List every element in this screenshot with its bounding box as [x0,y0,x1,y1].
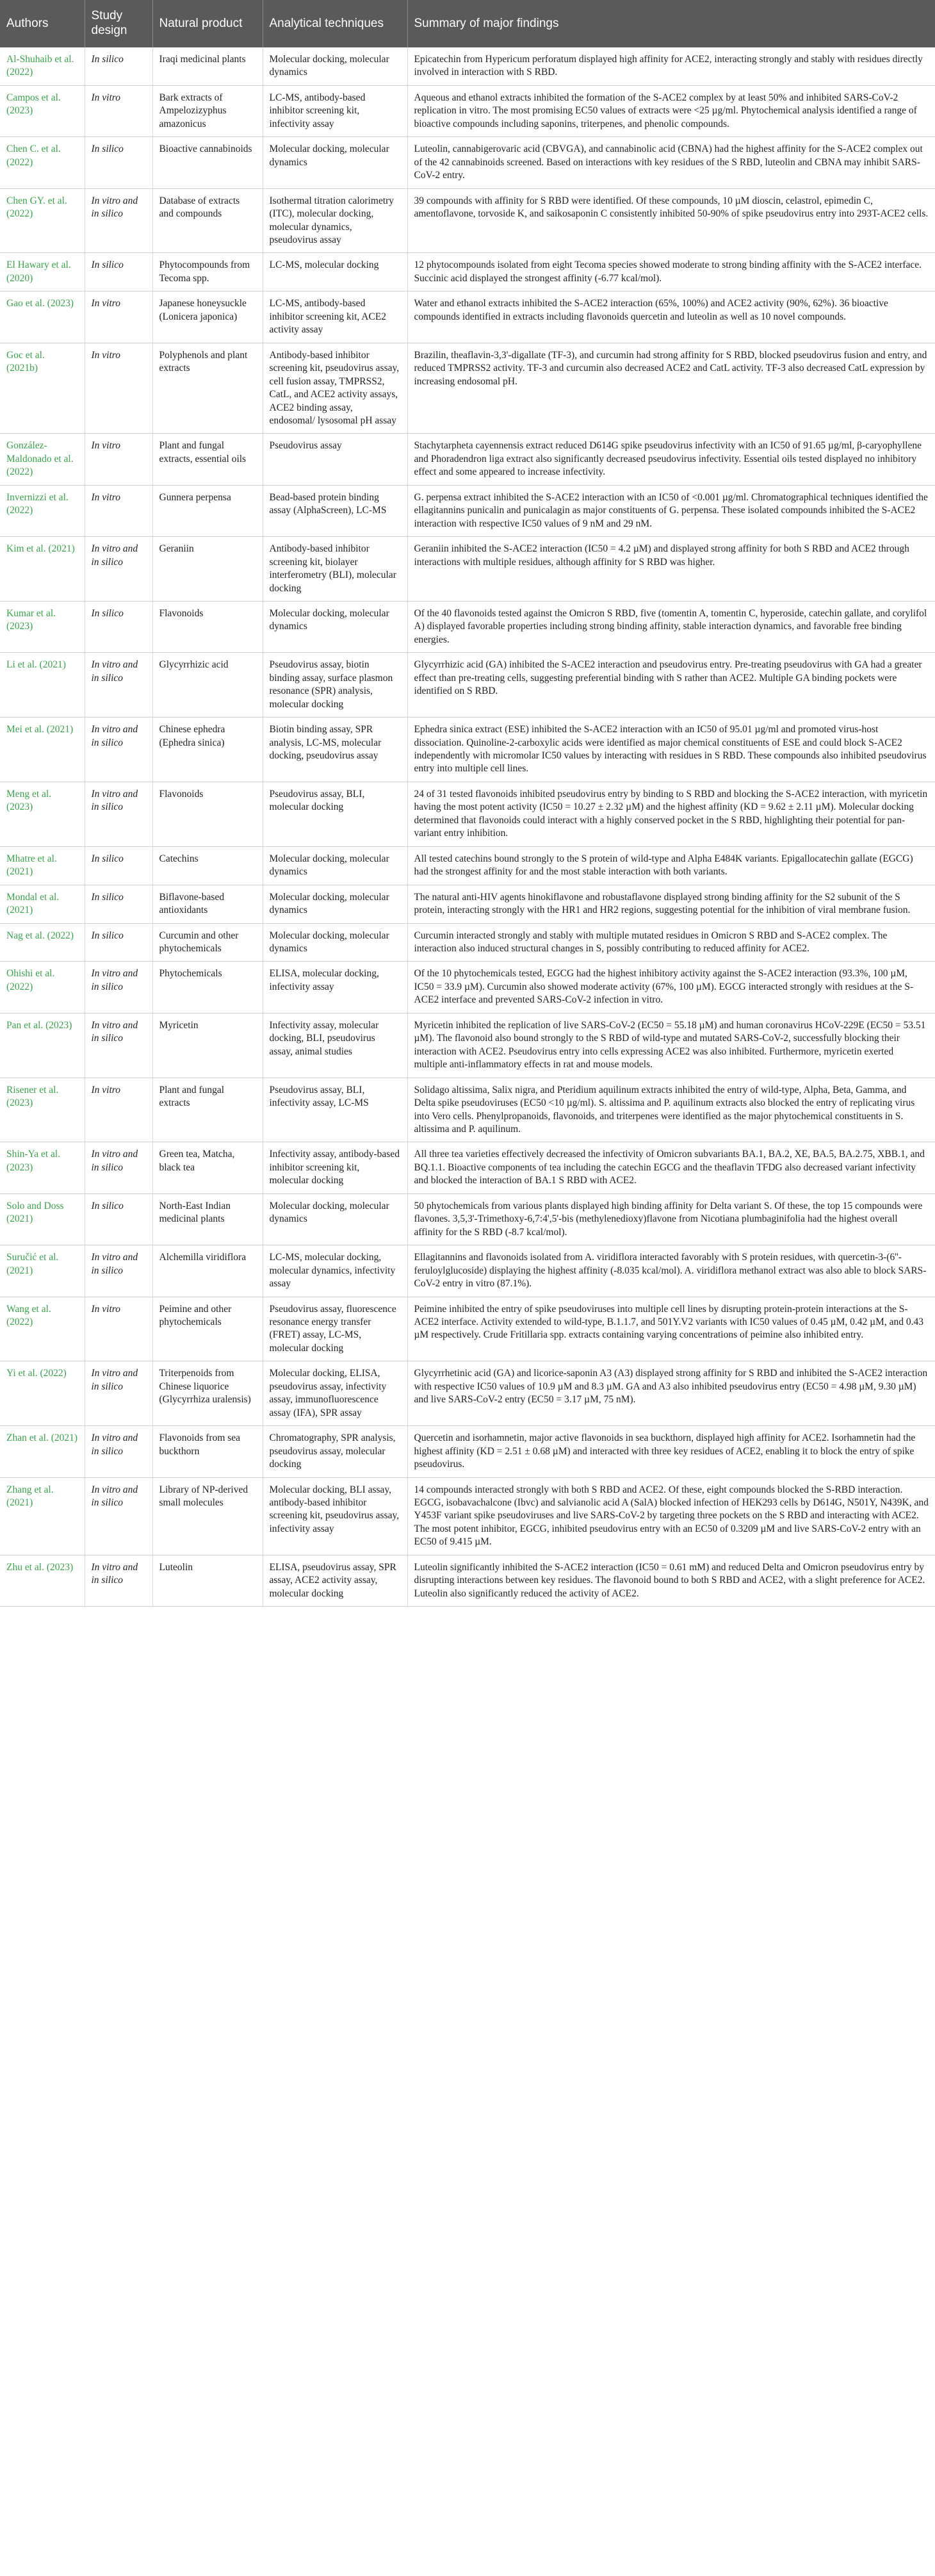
table-row [0,962,935,1013]
study-design-cell: In vitro and in silico [85,188,152,253]
summary-cell: Brazilin, theaflavin-3,3'-digallate (TF-3), and curcumin had strong affinity for S RBD, blocked pseudovirus fusion and entry, and reduced TMPRSS2 activity. TF-3 and curcumin also decreased ACE2 and CatL activity. TF-3 also decreased CatL expression by increasing endosomal pH. [407,343,935,434]
natural-product-cell: Bioactive cannabinoids [152,137,263,188]
summary-cell: Of the 40 flavonoids tested against the Omicron S RBD, five (tomentin A, tomentin C, hyperoside, catechin gallate, and corylifol A) displayed favorable properties including strong binding affinity, stable interaction dynamics, and favorable free binding energies. [407,601,935,652]
summary-cell: Stachytarpheta cayennensis extract reduced D614G spike pseudovirus infectivity with an IC50 of 91.65 µg/ml, β-caryophyllene and Phoradendron liga extract also significantly decreased pseudovirus infectivity. Essential oils tested displayed no inhibitory effect and some appeared to increase infectivity. [407,434,935,485]
author-cell[interactable]: Shin-Ya et al. (2023) [0,1142,85,1194]
study-design-cell: In vitro and in silico [85,1245,152,1297]
author-cell[interactable]: Zhang et al. (2021) [0,1477,85,1555]
table-row [0,601,935,652]
summary-cell: Peimine inhibited the entry of spike pseudoviruses into multiple cell lines by disrupting protein-protein interactions at the S-ACE2 interface. Activity extended to wild-type, B.1.1.7, and 501Y.V2 variants with IC50 values of 0.45 µM, 0.42 µM, and 0.43 µM respectively. Crude Fritillaria spp. extracts containing varying concentrations of peimine also inhibited entry. [407,1297,935,1361]
author-cell[interactable]: Mhatre et al. (2021) [0,846,85,885]
analytical-techniques-cell: Molecular docking, molecular dynamics [263,923,407,962]
table-row [0,537,935,602]
study-design-cell: In silico [85,601,152,652]
table-row [0,85,935,136]
study-design-cell: In vitro and in silico [85,1361,152,1426]
header-natural-product: Natural product [152,0,263,47]
analytical-techniques-cell: Molecular docking, molecular dynamics [263,137,407,188]
table-body [0,47,935,1607]
summary-cell: 12 phytocompounds isolated from eight Tecoma species showed moderate to strong binding affinity with the S-ACE2 interface. Succinic acid displayed the strongest affinity (-6.77 kcal/mol). [407,253,935,291]
analytical-techniques-cell: Biotin binding assay, SPR analysis, LC-MS, molecular docking, pseudovirus assay [263,718,407,782]
study-design-cell: In vitro and in silico [85,782,152,846]
study-design-cell: In vitro [85,291,152,343]
summary-cell: Water and ethanol extracts inhibited the S-ACE2 interaction (65%, 100%) and ACE2 activity (90%, 62%). 36 bioactive compounds identified in extracts including flavonoids quercetin and luteolin as well as 10 novel compounds. [407,291,935,343]
summary-cell: 50 phytochemicals from various plants displayed high binding affinity for Delta variant S. Of these, the top 15 compounds were flavones. 3,5,3'-Trimethoxy-6,7:4',5'-bis (methylenedioxy)flavone from Nicotiana plumbaginifolia had the highest overall affinity for the S RBD (-8.7 kcal/mol). [407,1194,935,1245]
study-design-cell: In vitro and in silico [85,537,152,602]
summary-cell: Myricetin inhibited the replication of live SARS-CoV-2 (EC50 = 55.18 µM) and human coronavirus HCoV-229E (EC50 = 53.51 µM). The flavonoid also bound strongly to the S RBD of wild-type and mutated SARS-CoV-2, successfully blocking their interaction with ACE2. Pseudovirus entry into cells expressing ACE2 was also inhibited. Furthermore, myricetin exerted multiple anti-inflammatory effects in rat and mouse models. [407,1013,935,1078]
table-row [0,1297,935,1361]
table-row [0,47,935,85]
natural-product-cell: Plant and fungal extracts, essential oils [152,434,263,485]
natural-product-cell: Chinese ephedra (Ephedra sinica) [152,718,263,782]
study-design-cell: In vitro [85,85,152,136]
summary-cell: Solidago altissima, Salix nigra, and Pteridium aquilinum extracts inhibited the entry of wild-type, Alpha, Beta, Gamma, and Delta spike pseudoviruses (EC50 <10 µg/ml). S. altissima and P. aquilinum extracts also blocked the entry of replicating virus into Vero cells. Phenylpropanoids, flavonoids, and triterpenes were identified as the major phytochemical constituents in S. altissima and P. aquilinum. [407,1078,935,1142]
natural-product-cell: Japanese honeysuckle (Lonicera japonica) [152,291,263,343]
author-cell[interactable]: Kim et al. (2021) [0,537,85,602]
natural-product-cell: Database of extracts and compounds [152,188,263,253]
natural-product-cell: Myricetin [152,1013,263,1078]
natural-product-cell: Flavonoids [152,601,263,652]
natural-product-cell: Gunnera perpensa [152,485,263,536]
natural-product-cell: Biflavone-based antioxidants [152,885,263,923]
natural-product-cell: Flavonoids [152,782,263,846]
header-row [0,0,935,47]
author-cell[interactable]: Solo and Doss (2021) [0,1194,85,1245]
study-design-cell: In vitro and in silico [85,1426,152,1477]
analytical-techniques-cell: Infectivity assay, molecular docking, BLI, pseudovirus assay, animal studies [263,1013,407,1078]
summary-cell: Ephedra sinica extract (ESE) inhibited the S-ACE2 interaction with an IC50 of 95.01 µg/ml and promoted virus-host dissociation. Quinoline-2-carboxylic acids were identified as major chemical constituents of ESE and could block S-ACE2 independently with micromolar IC50 values by interacting with residues in S RBD. These compounds also inhibited pseudovirus entry into multiple cell lines. [407,718,935,782]
table-row [0,1078,935,1142]
analytical-techniques-cell: Isothermal titration calorimetry (ITC), molecular docking, molecular dynamics, pseudovirus assay [263,188,407,253]
summary-cell: All three tea varieties effectively decreased the infectivity of Omicron subvariants BA.1, BA.2, XE, BA.5, BA.2.75, XBB.1, and BQ.1.1. Bioactive components of tea including the catechin EGCG and the theaflavin TFDG also decreased variant infectivity and blocked the interaction of BA.1 S RBD with ACE2. [407,1142,935,1194]
study-design-cell: In silico [85,1194,152,1245]
summary-cell: Luteolin significantly inhibited the S-ACE2 interaction (IC50 = 0.61 mM) and reduced Delta and Omicron pseudovirus entry by disrupting interactions between key residues. The flavonoid bound to both S RBD and ACE2, with a slight preference for ACE2. Luteolin also significantly reduced the activity of ACE2. [407,1555,935,1606]
analytical-techniques-cell: ELISA, pseudovirus assay, SPR assay, ACE2 activity assay, molecular docking [263,1555,407,1606]
table-row [0,434,935,485]
author-cell[interactable]: Zhan et al. (2021) [0,1426,85,1477]
author-cell[interactable]: Al-Shuhaib et al. (2022) [0,47,85,85]
study-design-cell: In vitro and in silico [85,1013,152,1078]
table-row [0,653,935,718]
summary-cell: G. perpensa extract inhibited the S-ACE2 interaction with an IC50 of <0.001 µg/ml. Chromatographical techniques identified the ellagitannins punicalin and punicalagin as major constituents of G. perpensa. These isolated compounds inhibited the S-ACE2 interaction with respective IC50 values of 9 nM and 29 nM. [407,485,935,536]
author-cell[interactable]: Suručić et al. (2021) [0,1245,85,1297]
study-design-cell: In vitro [85,1297,152,1361]
author-cell[interactable]: Mondal et al. (2021) [0,885,85,923]
study-design-cell: In vitro [85,434,152,485]
author-cell[interactable]: Nag et al. (2022) [0,923,85,962]
author-cell[interactable]: Meng et al. (2023) [0,782,85,846]
summary-cell: Geraniin inhibited the S-ACE2 interaction (IC50 = 4.2 µM) and displayed strong affinity for both S RBD and ACE2 through interactions with multiple residues, although affinity for S RBD was higher. [407,537,935,602]
analytical-techniques-cell: Pseudovirus assay, BLI, molecular docking [263,782,407,846]
natural-product-cell: Catechins [152,846,263,885]
analytical-techniques-cell: Chromatography, SPR analysis, pseudovirus assay, molecular docking [263,1426,407,1477]
analytical-techniques-cell: Molecular docking, molecular dynamics [263,846,407,885]
analytical-techniques-cell: LC-MS, antibody-based inhibitor screening kit, ACE2 activity assay [263,291,407,343]
natural-product-cell: Library of NP-derived small molecules [152,1477,263,1555]
summary-cell: Aqueous and ethanol extracts inhibited the formation of the S-ACE2 complex by at least 50% and inhibited SARS-CoV-2 replication in vitro. The most promising EC50 values of extracts were <25 µg/ml. Phytochemical analysis identified a range of bioactive compounds including saponins, triterpenes, and phenolic compounds. [407,85,935,136]
author-cell[interactable]: Invernizzi et al. (2022) [0,485,85,536]
natural-product-cell: Phytochemicals [152,962,263,1013]
natural-product-cell: Peimine and other phytochemicals [152,1297,263,1361]
table-row [0,1477,935,1555]
header-analytical-techniques: Analytical techniques [263,0,407,47]
study-design-cell: In vitro and in silico [85,718,152,782]
study-design-cell: In silico [85,885,152,923]
study-design-cell: In silico [85,137,152,188]
summary-cell: Ellagitannins and flavonoids isolated from A. viridiflora interacted favorably with S protein residues, with quercetin-3-(6''-feruloylglucoside) displaying the highest affinity (-8.035 kcal/mol). A. viridiflora methanol extract was also able to block SARS-CoV-2 entry in vitro (87.1%). [407,1245,935,1297]
study-design-cell: In vitro [85,1078,152,1142]
table-row [0,1142,935,1194]
summary-cell: All tested catechins bound strongly to the S protein of wild-type and Alpha E484K variants. Epigallocatechin gallate (EGCG) had the strongest affinity for and the most stable interaction with both variants. [407,846,935,885]
analytical-techniques-cell: Molecular docking, BLI assay, antibody-based inhibitor screening kit, pseudovirus assay, infectivity assay [263,1477,407,1555]
table-row [0,1013,935,1078]
author-cell[interactable]: Chen C. et al. (2022) [0,137,85,188]
analytical-techniques-cell: LC-MS, antibody-based inhibitor screening kit, infectivity assay [263,85,407,136]
table-row [0,1361,935,1426]
study-design-cell: In vitro and in silico [85,1555,152,1606]
summary-cell: The natural anti-HIV agents hinokiflavone and robustaflavone displayed strong binding affinity for the S2 subunit of the S protein, interacting strongly with the HR1 and HR2 regions, suggesting potential for the inhibition of viral membrane fusion. [407,885,935,923]
table-row [0,782,935,846]
summary-cell: Of the 10 phytochemicals tested, EGCG had the highest inhibitory activity against the S-ACE2 interaction (93.3%, 100 µM, IC50 = 33.9 µM). Curcumin also showed moderate activity (67%, 100 µM). EGCG interacted strongly with residues at the S-ACE2 interface and prevented SARS-CoV-2 infection in vitro. [407,962,935,1013]
author-cell[interactable]: Ohishi et al. (2022) [0,962,85,1013]
summary-cell: Luteolin, cannabigerovaric acid (CBVGA), and cannabinolic acid (CBNA) had the highest affinity for the S-ACE2 complex out of the 42 cannabinoids screened. Based on interactions with key residues of the S RBD, luteolin and CBNA may inhibit SARS-CoV-2 entry. [407,137,935,188]
natural-product-cell: Bark extracts of Ampelozizyphus amazonicus [152,85,263,136]
author-cell[interactable]: Mei et al. (2021) [0,718,85,782]
natural-product-cell: Triterpenoids from Chinese liquorice (Glycyrrhiza uralensis) [152,1361,263,1426]
table-row [0,188,935,253]
summary-cell: Glycyrrhizic acid (GA) inhibited the S-ACE2 interaction and pseudovirus entry. Pre-treating pseudovirus with GA had a greater effect than pre-treating cells, suggesting preferential binding with S rather than ACE2. Multiple GA binding pockets were identified on S RBD. [407,653,935,718]
author-cell[interactable]: Goc et al. (2021b) [0,343,85,434]
table-row [0,137,935,188]
study-design-cell: In silico [85,47,152,85]
summary-cell: Quercetin and isorhamnetin, major active flavonoids in sea buckthorn, displayed high affinity for ACE2. Isorhamnetin had the highest affinity (KD = 2.51 ± 0.68 µM) and interacted with three key residues of ACE2, enabling it to block the entry of spike pseudovirus. [407,1426,935,1477]
summary-cell: Curcumin interacted strongly and stably with multiple mutated residues in Omicron S RBD and S-ACE2 complex. The interaction also induced structural changes in S, possibly contributing to reduced affinity for ACE2. [407,923,935,962]
summary-cell: Epicatechin from Hypericum perforatum displayed high affinity for ACE2, interacting strongly and stably with residues directly involved in interaction with S RBD. [407,47,935,85]
study-design-cell: In silico [85,923,152,962]
analytical-techniques-cell: Antibody-based inhibitor screening kit, pseudovirus assay, cell fusion assay, TMPRSS2, CatL, and ACE2 activity assays, ACE2 binding assay, endosomal/ lysosomal pH assay [263,343,407,434]
natural-product-cell: Plant and fungal extracts [152,1078,263,1142]
analytical-techniques-cell: Pseudovirus assay, fluorescence resonance energy transfer (FRET) assay, LC-MS, molecular docking [263,1297,407,1361]
study-design-cell: In vitro and in silico [85,1142,152,1194]
study-design-cell: In silico [85,846,152,885]
analytical-techniques-cell: Molecular docking, molecular dynamics [263,1194,407,1245]
analytical-techniques-cell: Molecular docking, ELISA, pseudovirus assay, infectivity assay, immunofluorescence assay (IFA), SPR assay [263,1361,407,1426]
natural-product-cell: Flavonoids from sea buckthorn [152,1426,263,1477]
analytical-techniques-cell: Infectivity assay, antibody-based inhibitor screening kit, molecular docking [263,1142,407,1194]
author-cell[interactable]: Gao et al. (2023) [0,291,85,343]
analytical-techniques-cell: Bead-based protein binding assay (AlphaScreen), LC-MS [263,485,407,536]
analytical-techniques-cell: Antibody-based inhibitor screening kit, biolayer interferometry (BLI), molecular docking [263,537,407,602]
summary-cell: 24 of 31 tested flavonoids inhibited pseudovirus entry by binding to S RBD and blocking the S-ACE2 interaction, with myricetin having the most potent activity (IC50 = 10.27 ± 2.32 µM) and the highest affinity (KD = 9.62 ± 2.11 µM). Molecular docking determined that flavonoids could interact with a highly conserved pocket in the S RBD, highlighting their potential for pan-variant entry inhibition. [407,782,935,846]
natural-product-cell: Iraqi medicinal plants [152,47,263,85]
table-row [0,253,935,291]
natural-product-cell: Curcumin and other phytochemicals [152,923,263,962]
analytical-techniques-cell: Molecular docking, molecular dynamics [263,47,407,85]
analytical-techniques-cell: Pseudovirus assay, biotin binding assay, surface plasmon resonance (SPR) analysis, molecular docking [263,653,407,718]
author-cell[interactable]: González-Maldonado et al. (2022) [0,434,85,485]
summary-cell: 39 compounds with affinity for S RBD were identified. Of these compounds, 10 µM dioscin, celastrol, epimedin C, amentoflavone, torvoside K, and saikosaponin C consistently inhibited 50-90% of spike pseudovirus entry into 293T-ACE2 cells. [407,188,935,253]
natural-product-cell: Geraniin [152,537,263,602]
analytical-techniques-cell: Molecular docking, molecular dynamics [263,601,407,652]
table-row [0,485,935,536]
table-row [0,1426,935,1477]
analytical-techniques-cell: Molecular docking, molecular dynamics [263,885,407,923]
author-cell[interactable]: Yi et al. (2022) [0,1361,85,1426]
summary-cell: Glycyrrhetinic acid (GA) and licorice-saponin A3 (A3) displayed strong affinity for S RBD and inhibited the S-ACE2 interaction with respective IC50 values of 10.9 µM and 8.3 µM. GA and A3 also inhibited pseudovirus entry (EC50 = 4.98 µM, 9.30 µM) and live SARS-CoV-2 entry (EC50 = 3.17 µM, 75 nM). [407,1361,935,1426]
table-row [0,343,935,434]
study-design-cell: In silico [85,253,152,291]
author-cell[interactable]: El Hawary et al. (2020) [0,253,85,291]
study-design-cell: In vitro and in silico [85,1477,152,1555]
author-cell[interactable]: Pan et al. (2023) [0,1013,85,1078]
study-design-cell: In vitro [85,485,152,536]
analytical-techniques-cell: LC-MS, molecular docking [263,253,407,291]
author-cell[interactable]: Chen GY. et al. (2022) [0,188,85,253]
natural-product-cell: Green tea, Matcha, black tea [152,1142,263,1194]
table-row [0,1194,935,1245]
natural-product-cell: Alchemilla viridiflora [152,1245,263,1297]
table-row [0,718,935,782]
table-row [0,291,935,343]
table-row [0,923,935,962]
header-study-design: Study design [85,0,152,47]
table-row [0,846,935,885]
natural-product-cell: North-East Indian medicinal plants [152,1194,263,1245]
author-cell[interactable]: Kumar et al. (2023) [0,601,85,652]
analytical-techniques-cell: Pseudovirus assay [263,434,407,485]
analytical-techniques-cell: Pseudovirus assay, BLI, infectivity assay, LC-MS [263,1078,407,1142]
table-row [0,885,935,923]
study-design-cell: In vitro and in silico [85,962,152,1013]
table-row [0,1555,935,1606]
study-design-cell: In vitro and in silico [85,653,152,718]
analytical-techniques-cell: LC-MS, molecular docking, molecular dynamics, infectivity assay [263,1245,407,1297]
analytical-techniques-cell: ELISA, molecular docking, infectivity assay [263,962,407,1013]
table-row [0,1245,935,1297]
natural-product-cell: Phytocompounds from Tecoma spp. [152,253,263,291]
author-cell[interactable]: Li et al. (2021) [0,653,85,718]
natural-product-cell: Polyphenols and plant extracts [152,343,263,434]
author-cell[interactable]: Risener et al. (2023) [0,1078,85,1142]
header-summary: Summary of major findings [407,0,935,47]
author-cell[interactable]: Zhu et al. (2023) [0,1555,85,1606]
header-authors: Authors [0,0,85,47]
author-cell[interactable]: Wang et al. (2022) [0,1297,85,1361]
author-cell[interactable]: Campos et al. (2023) [0,85,85,136]
natural-product-cell: Glycyrrhizic acid [152,653,263,718]
summary-cell: 14 compounds interacted strongly with both S RBD and ACE2. Of these, eight compounds blocked the S-RBD interaction. EGCG, isobavachalcone (Ibvc) and salvianolic acid A (SalA) blocked infection of HEK293 cells by D614G, N501Y, N439K, and Y453F variant spike pseudoviruses and live SARS-CoV-2 by targeting three pockets on the S RBD and interacting with ACE2. The most potent inhibitor, EGCG, inhibited pseudovirus entry with an EC50 of 0.3209 µM and live SARS-CoV-2 entry with an EC50 of 9.415 µM. [407,1477,935,1555]
study-design-cell: In vitro [85,343,152,434]
natural-product-cell: Luteolin [152,1555,263,1606]
